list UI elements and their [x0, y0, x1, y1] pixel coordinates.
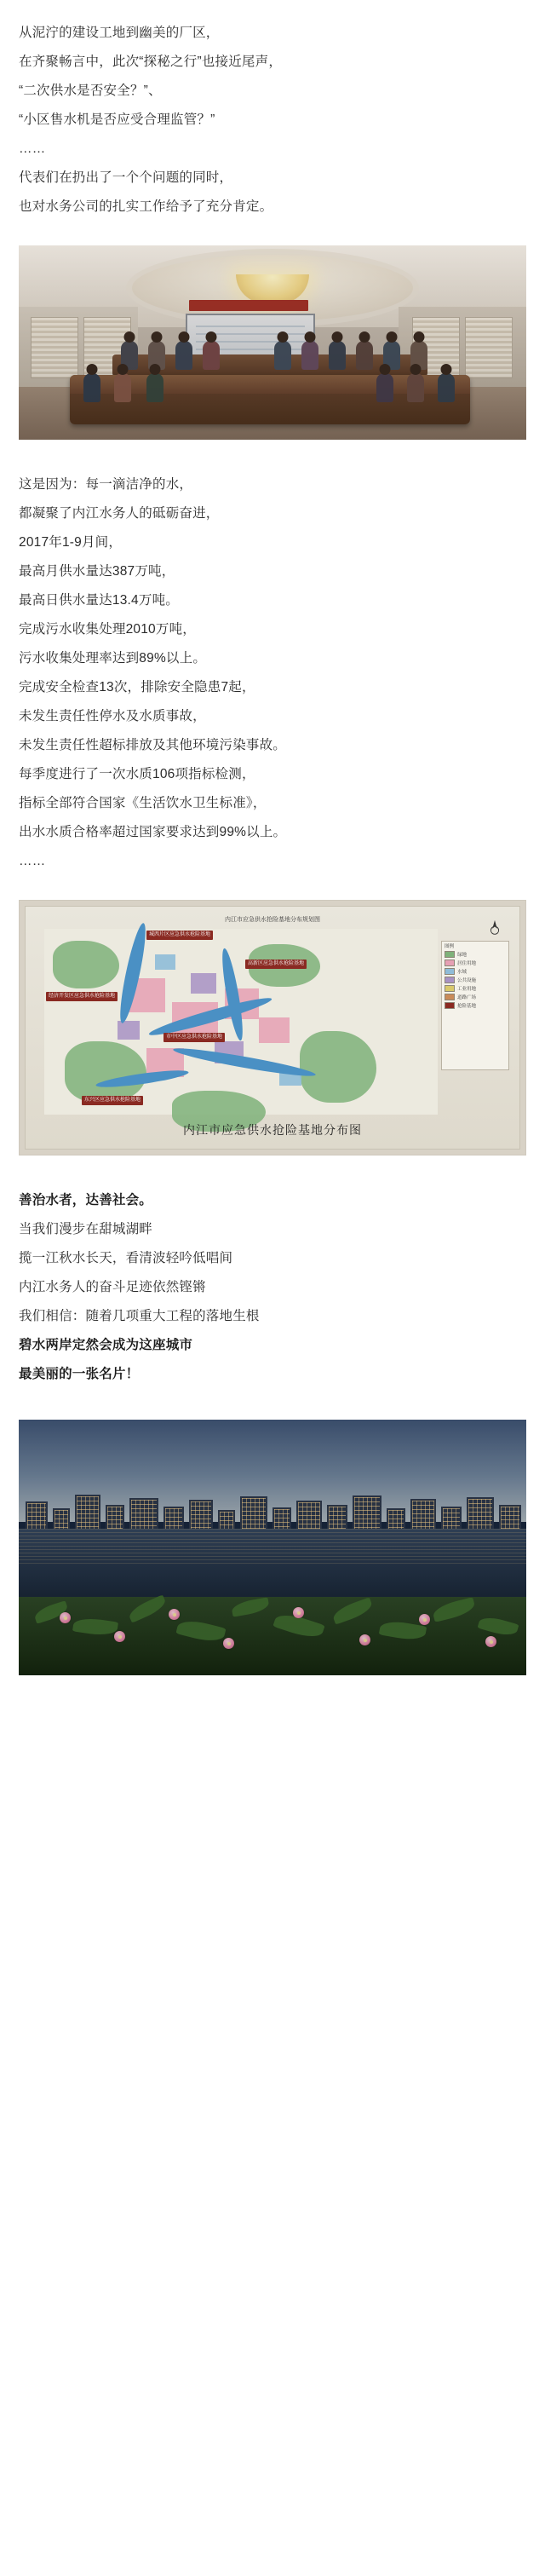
city-skyline: [19, 1491, 526, 1530]
paragraph: “二次供水是否安全？”、: [19, 84, 162, 98]
building: [296, 1501, 322, 1530]
top-spacer: [0, 0, 545, 19]
building: [272, 1507, 291, 1530]
attendee: [114, 373, 131, 402]
legend-item: [442, 950, 508, 959]
legend-label: 工业用地: [457, 987, 477, 992]
emergency-water-base-map: [19, 900, 526, 1155]
paragraph: 未发生责任性超标排放及其他环境污染事故。: [19, 738, 287, 752]
building: [189, 1500, 213, 1530]
paragraph: 最美丽的一张名片！: [19, 1367, 140, 1381]
building: [353, 1495, 382, 1530]
paragraph: 这是因为：每一滴洁净的水，: [19, 477, 193, 492]
gap: [0, 1389, 545, 1420]
paragraph: 最高月供水量达387万吨，: [19, 564, 175, 579]
foreground-bank: [19, 1597, 526, 1675]
flower: [169, 1609, 180, 1620]
legend-item: [442, 959, 508, 967]
map-zone-residential: [259, 1017, 290, 1043]
legend-item: [442, 967, 508, 976]
attendee: [146, 373, 164, 402]
paragraph: 揽一江秋水长天，看清波轻吟低唱间: [19, 1251, 233, 1265]
leaf: [127, 1594, 169, 1622]
attendee: [329, 341, 346, 370]
flower: [223, 1638, 234, 1649]
paragraph: 善治水者，达善社会。: [19, 1193, 153, 1207]
paragraph: 污水收集处理率达到89%以上。: [19, 651, 207, 666]
flower: [114, 1631, 125, 1642]
section-two: [0, 470, 545, 876]
legend-swatch: [445, 968, 455, 975]
legend-label: 公共设施: [457, 978, 477, 983]
paragraph: 当我们漫步在甜城湖畔: [19, 1222, 153, 1236]
attendee: [356, 341, 373, 370]
legend-item: [442, 976, 508, 984]
map-label: 城西片区应急供水抢险基地: [146, 931, 213, 940]
legend-swatch: [445, 960, 455, 966]
building: [499, 1505, 521, 1530]
paragraph: 2017年1-9月间，: [19, 535, 123, 550]
paragraph: “小区售水机是否应受合理监管？”: [19, 112, 215, 127]
figure-river: [19, 1420, 526, 1675]
figure-meeting: [19, 245, 526, 440]
legend-swatch: [445, 977, 455, 983]
building: [441, 1507, 462, 1530]
attendee: [376, 373, 393, 402]
building: [53, 1508, 70, 1530]
flower: [60, 1612, 71, 1623]
map-legend: [441, 941, 509, 1070]
building: [129, 1498, 158, 1530]
map-zone-green: [53, 941, 119, 988]
paragraph: 我们相信：随着几项重大工程的落地生根: [19, 1309, 260, 1323]
attendee: [175, 341, 192, 370]
legend-swatch: [445, 985, 455, 992]
water-reflection: [19, 1529, 526, 1565]
attendee: [274, 341, 291, 370]
map-label: 市中区应急供水抢险基地: [164, 1033, 225, 1042]
legend-label: 绿地: [457, 953, 468, 958]
leaf: [175, 1617, 226, 1645]
paragraph: 完成污水收集处理2010万吨，: [19, 622, 196, 637]
legend-title-row: [442, 942, 508, 950]
river: [172, 1044, 317, 1080]
paragraph: 完成安全检查13次，排除安全隐患7起，: [19, 680, 255, 694]
paragraph: 都凝聚了内江水务人的砥砺奋进，: [19, 506, 220, 521]
building: [218, 1510, 235, 1530]
paragraph: 代表们在扔出了一个个问题的同时，: [19, 170, 233, 185]
attendee: [83, 373, 100, 402]
legend-label: 水域: [457, 970, 468, 975]
legend-label: 抢险基地: [457, 1004, 477, 1009]
leaf: [331, 1597, 375, 1624]
paragraph: 最高日供水量达13.4万吨。: [19, 593, 179, 608]
building: [75, 1495, 100, 1530]
map-body: [44, 929, 438, 1115]
gap: [0, 222, 545, 245]
compass-icon: [485, 919, 504, 937]
window-blind: [31, 317, 78, 378]
building: [327, 1505, 347, 1530]
legend-swatch: [445, 951, 455, 958]
legend-swatch: [445, 994, 455, 1000]
building: [164, 1507, 184, 1530]
legend-item: [442, 984, 508, 993]
paragraph: 内江水务人的奋斗足迹依然铿锵: [19, 1280, 206, 1294]
map-label: 高新区应急供水抢险基地: [245, 960, 307, 969]
building: [240, 1496, 267, 1530]
window-blind: [465, 317, 513, 378]
leaf: [478, 1614, 519, 1639]
figure-map: [19, 900, 526, 1155]
map-zone-public: [118, 1021, 140, 1040]
gap: [0, 876, 545, 900]
paragraph: 从泥泞的建设工地到幽美的厂区，: [19, 26, 220, 40]
legend-swatch: [445, 1002, 455, 1009]
paragraph: 每季度进行了一次水质106项指标检测，: [19, 767, 255, 781]
flower: [419, 1614, 430, 1625]
map-label: 东兴区应急供水抢险基地: [82, 1096, 143, 1105]
paragraph: 在齐聚畅言中，此次“探秘之行”也接近尾声，: [19, 55, 283, 69]
attendee: [407, 373, 424, 402]
building: [467, 1497, 494, 1530]
building: [410, 1499, 436, 1530]
map-zone-public: [191, 973, 216, 994]
section-three: [0, 1186, 545, 1389]
map-caption: 内江市应急供水抢险基地分布图: [183, 1125, 362, 1138]
gap: [0, 440, 545, 470]
map-zone-green: [65, 1041, 146, 1103]
legend-label: 道路广场: [457, 995, 477, 1000]
leaf: [231, 1597, 270, 1616]
flower: [485, 1636, 496, 1647]
meeting-room-photo: [19, 245, 526, 440]
building: [106, 1505, 124, 1530]
river-dusk-photo: [19, 1420, 526, 1675]
flower: [293, 1607, 304, 1618]
gap: [0, 1155, 545, 1186]
map-label: 经济开发区应急供水抢险基地: [46, 992, 118, 1001]
flower: [359, 1634, 370, 1645]
map-title: 内江市应急供水抢险基地分布规划图: [225, 917, 320, 923]
attendee: [203, 341, 220, 370]
legend-item: [442, 1001, 508, 1010]
paragraph: 指标全部符合国家《生活饮水卫生标准》，: [19, 796, 267, 810]
map-paper: [25, 906, 520, 1150]
paragraph: 也对水务公司的扎实工作给予了充分肯定。: [19, 199, 273, 214]
leaf: [432, 1597, 477, 1622]
legend-title: 图例: [445, 944, 455, 949]
bottom-spacer: [0, 1675, 545, 1694]
paragraph: 未发生责任性停水及水质事故，: [19, 709, 206, 723]
legend-item: [442, 993, 508, 1001]
section-one: [0, 19, 545, 222]
attendee: [438, 373, 455, 402]
attendee: [301, 341, 318, 370]
paragraph: 碧水两岸定然会成为这座城市: [19, 1338, 193, 1352]
paragraph: ……: [19, 854, 46, 868]
building: [26, 1501, 48, 1530]
paragraph: ……: [19, 141, 46, 156]
building: [387, 1508, 405, 1530]
red-banner: [189, 300, 308, 311]
map-zone-water: [155, 954, 175, 970]
legend-label: 居住用地: [457, 961, 477, 966]
paragraph: 出水水质合格率超过国家要求达到99%以上。: [19, 825, 287, 839]
leaf: [72, 1616, 118, 1637]
map-zone-green: [300, 1031, 376, 1103]
